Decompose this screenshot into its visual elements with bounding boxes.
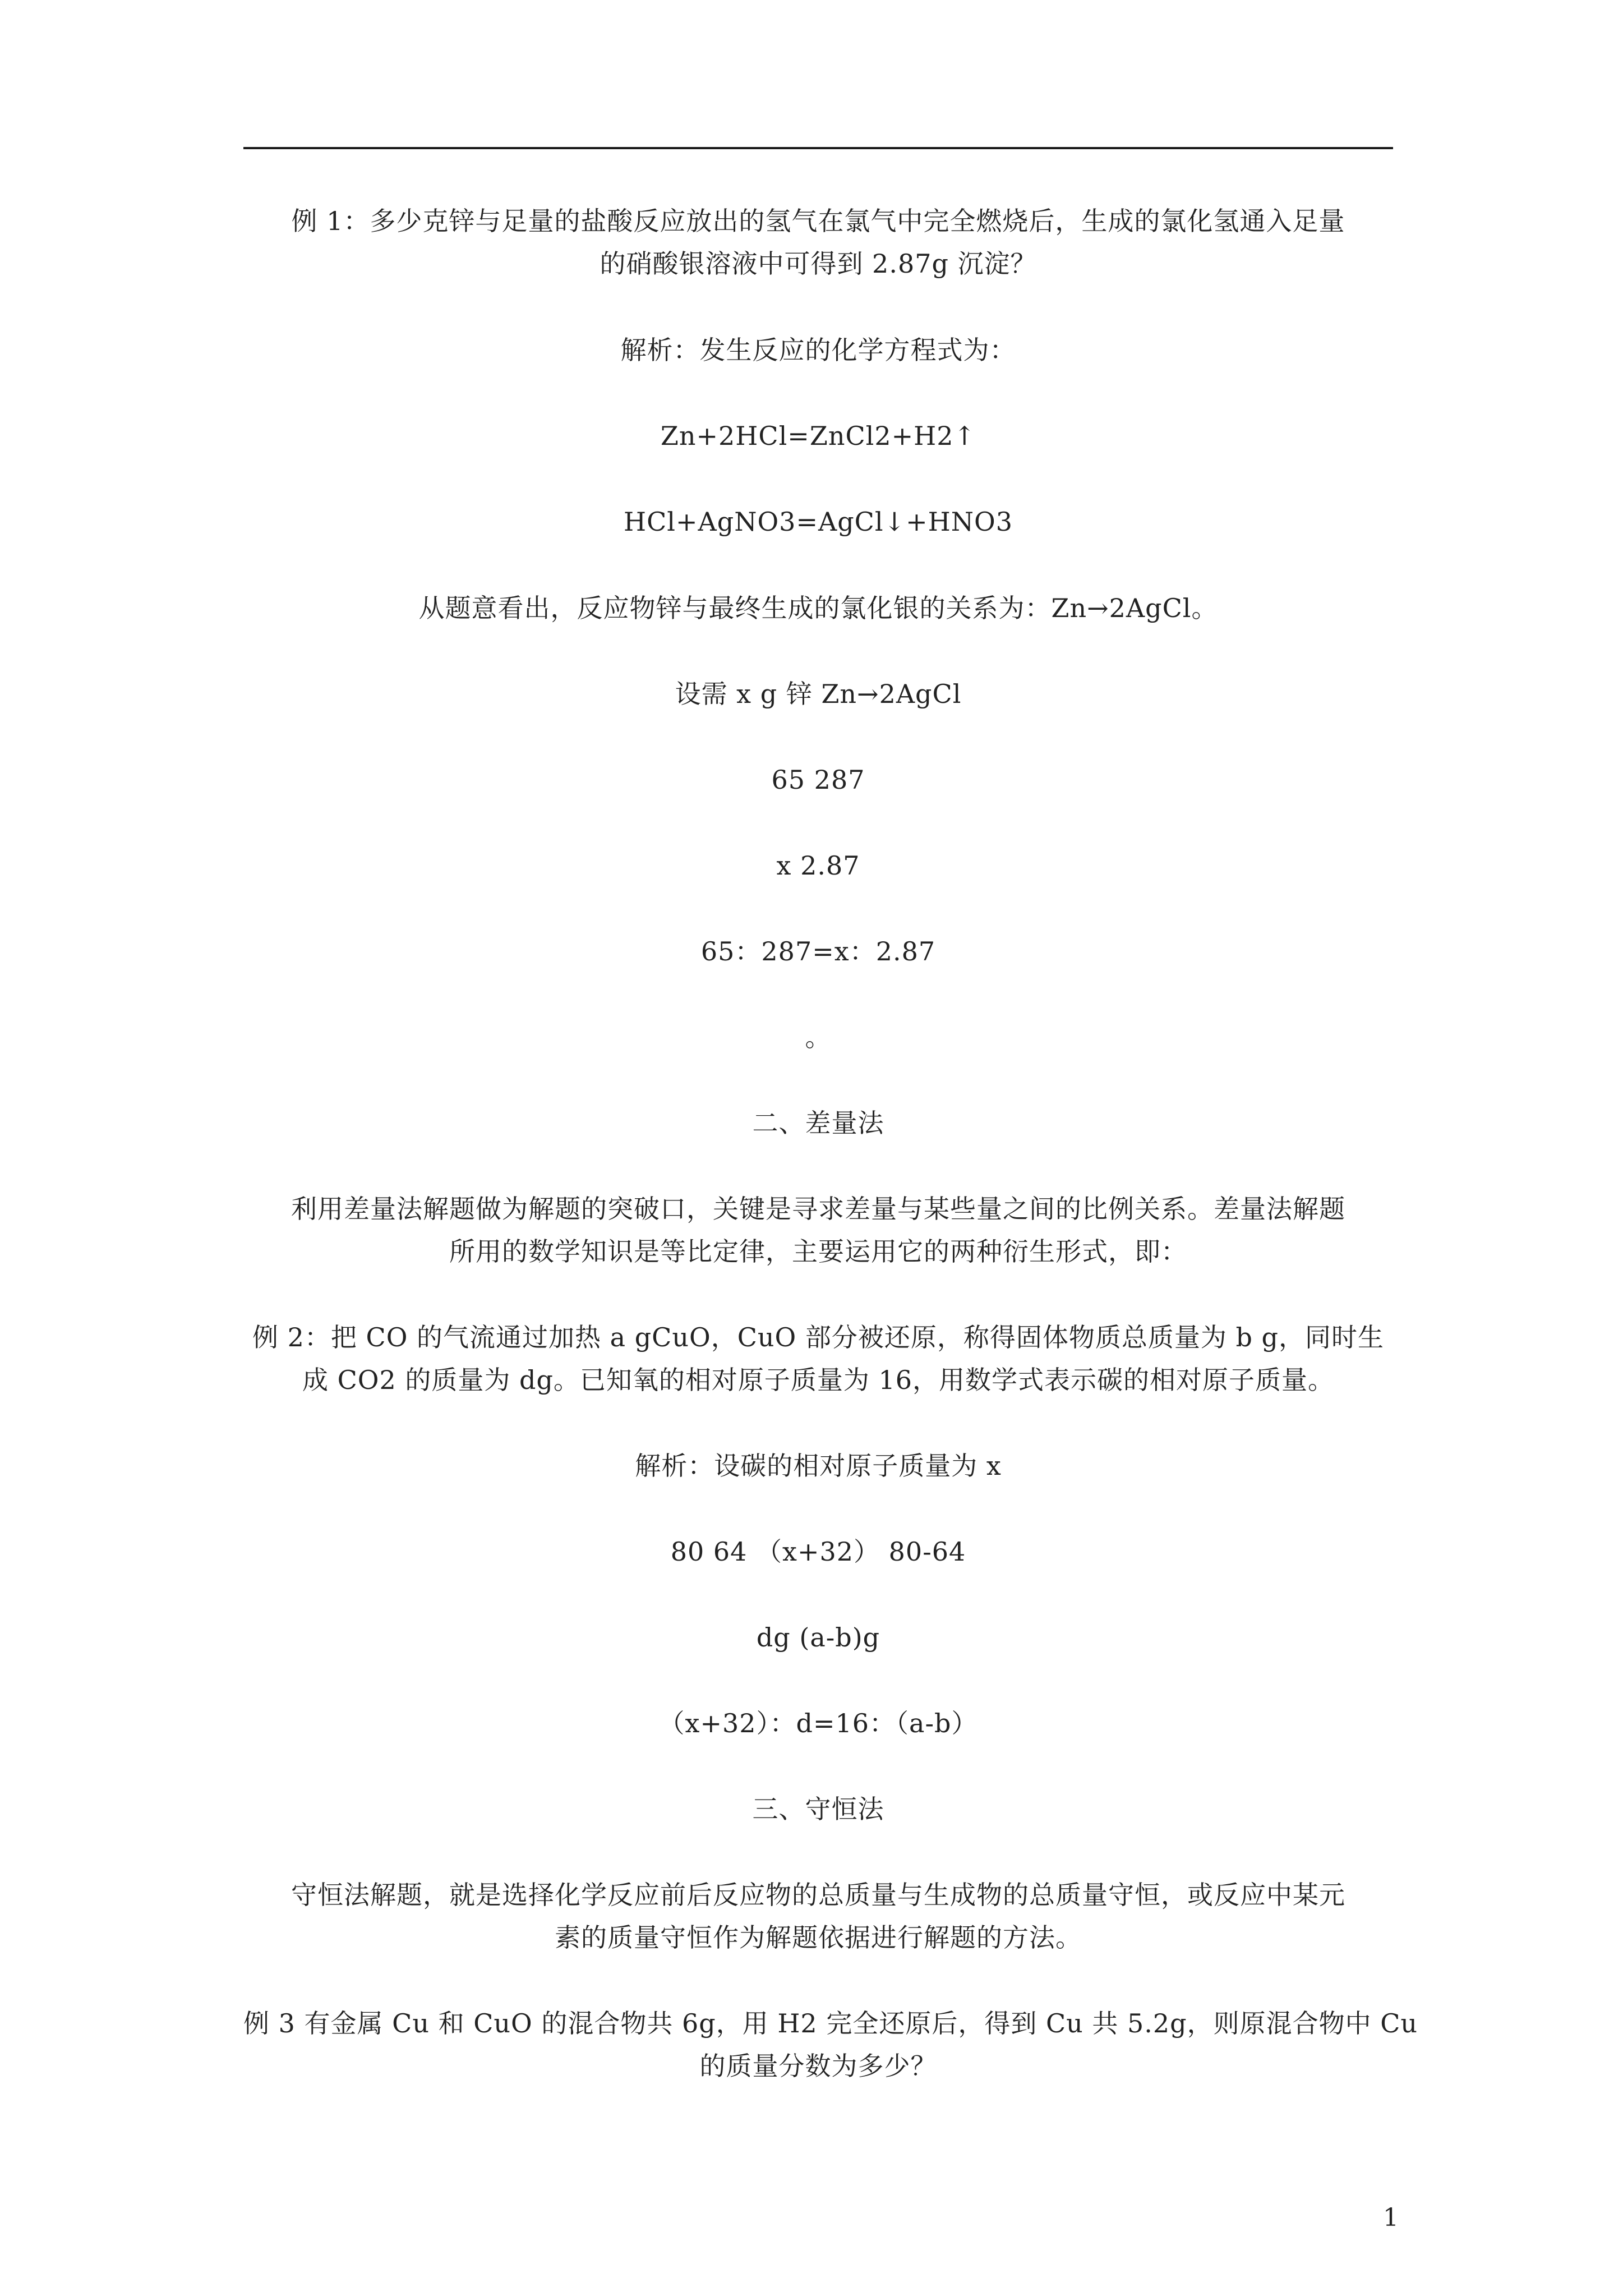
example-2-quantity-row: dg (a-b)g: [756, 1622, 880, 1653]
set-variable-line: 设需 x g 锌 Zn→2AgCl: [675, 679, 962, 709]
conservation-method-text-line-1: 守恒法解题，就是选择化学反应前后反应物的总质量与生成物的总质量守恒，或反应中某元: [291, 1880, 1345, 1910]
section-heading-difference-method: 二、差量法: [752, 1108, 884, 1138]
equation-hcl-agno3: HCl+AgNO3=AgCl↓+HNO3: [623, 507, 1013, 537]
example-1-question-line-2: 的硝酸银溶液中可得到 2.87g 沉淀？: [600, 249, 1037, 279]
example-2-analysis-intro: 解析：设碳的相对原子质量为 x: [635, 1451, 1002, 1481]
example-2-mass-row: 80 64 （x+32） 80-64: [670, 1536, 966, 1567]
difference-method-text-line-2: 所用的数学知识是等比定律，主要运用它的两种衍生形式，即：: [449, 1236, 1187, 1267]
example-2-proportion: （x+32）：d=16：（a-b）: [658, 1708, 978, 1738]
example-2-question-line-1: 例 2：把 CO 的气流通过加热 a gCuO，CuO 部分被还原，称得固体物质总质量为 b g，同时生: [252, 1322, 1384, 1352]
molar-mass-row: 65 287: [771, 765, 865, 795]
section-heading-conservation-method: 三、守恒法: [752, 1794, 884, 1824]
proportion-equation: 65：287=x：2.87: [700, 936, 936, 967]
equation-zinc-hcl: Zn+2HCl=ZnCl2+H2↑: [660, 421, 976, 451]
conservation-method-text-line-2: 素的质量守恒作为解题依据进行解题的方法。: [555, 1922, 1082, 1953]
quantity-row: x 2.87: [776, 850, 860, 881]
relation-statement: 从题意看出，反应物锌与最终生成的氯化银的关系为：Zn→2AgCl。: [418, 593, 1218, 623]
example-1-analysis-intro: 解析：发生反应的化学方程式为：: [620, 335, 1016, 365]
difference-method-text-line-1: 利用差量法解题做为解题的突破口，关键是寻求差量与某些量之间的比例关系。差量法解题: [291, 1194, 1345, 1224]
example-1-question-line-1: 例 1：多少克锌与足量的盐酸反应放出的氢气在氯气中完全燃烧后，生成的氯化氢通入足量: [291, 206, 1345, 236]
example-2-question-line-2: 成 CO2 的质量为 dg。已知氧的相对原子质量为 16，用数学式表示碳的相对原子质量。: [302, 1365, 1335, 1395]
example-3-question-line-1: 例 3 有金属 Cu 和 CuO 的混合物共 6g，用 H2 完全还原后，得到 Cu 共 5.2g，则原混合物中 Cu: [243, 2008, 1418, 2039]
header-rule: [243, 147, 1393, 149]
trailing-period: 。: [805, 1022, 832, 1052]
page-number: 1: [1383, 2203, 1399, 2232]
example-3-question-line-2: 的质量分数为多少？: [699, 2051, 937, 2081]
